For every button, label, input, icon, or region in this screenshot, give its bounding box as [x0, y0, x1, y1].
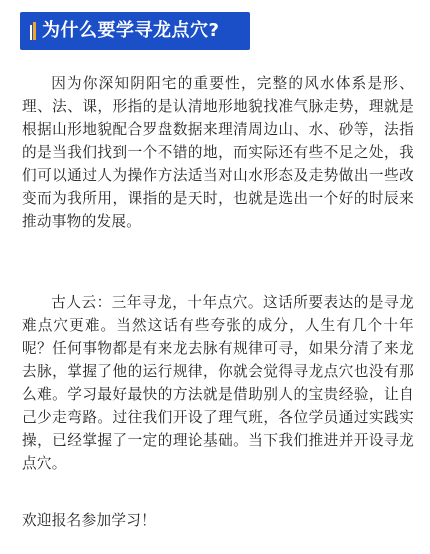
- paragraph-2: 古人云：三年寻龙，十年点穴。这话所要表达的是寻龙难点穴更难。当然这话有些夸张的成分，人生有几个十年呢？任何事物都是有来龙去脉有规律可寻，如果分清了来龙去脉，掌握了他的运行规律，你就会觉得寻龙点穴也没有那么难。学习最好最快的方法就是借助别人的宝贵经验，让自己少走弯路。过往我们开设了理气班，各位学员通过实践实操，已经掌握了一定的理论基础。当下我们推进并开设寻龙点穴。: [22, 294, 414, 472]
- closing-line: 欢迎报名参加学习！: [22, 512, 157, 529]
- section-title-bar: [20, 12, 250, 50]
- title-accent-icon: [30, 22, 36, 40]
- section-title: 为什么要学寻龙点穴?: [42, 20, 220, 41]
- paragraph-1: 因为你深知阴阳宅的重要性，完整的风水体系是形、理、法、课，形指的是认清地形地貌找准气脉走势，理就是根据山形地貌配合罗盘数据来理清周边山、水、砂等，法指的是当我们找到一个不错的地，而实际还有些不足之处，我们可以通过人为操作方法适当对山水形态及走势做出一些改变而为我所用，课指的是天时，也就是选出一个好的时辰来推动事物的发展。: [22, 75, 414, 230]
